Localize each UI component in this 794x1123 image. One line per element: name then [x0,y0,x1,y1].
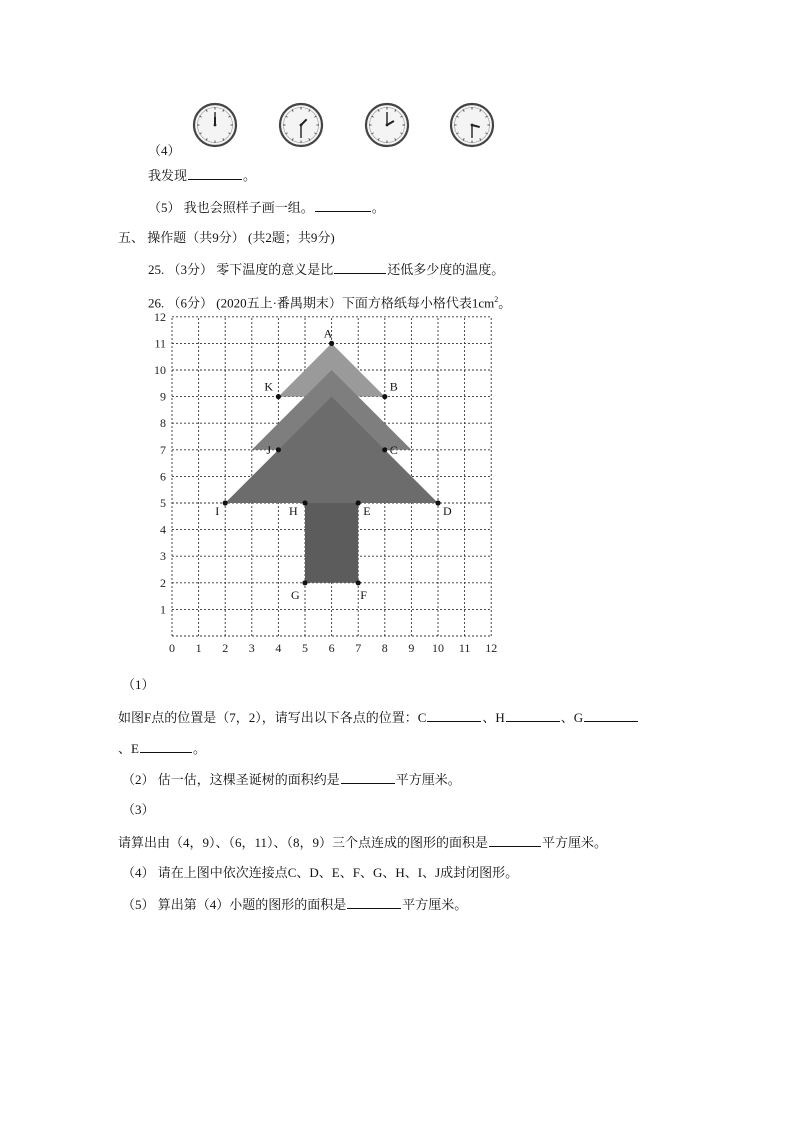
q26-title [148,291,511,312]
point-g-blank[interactable] [584,708,638,722]
y-tick-label: 12 [154,309,166,324]
q24-found-suffix: 。 [243,168,257,183]
q26-p5-line [122,895,467,914]
x-tick-label: 3 [248,641,255,655]
y-tick-label: 10 [154,363,166,377]
q24-found-blank[interactable] [188,166,242,180]
q24-found-line [148,166,256,185]
q24-part5-blank[interactable] [315,198,371,212]
q26-p3-line [118,833,607,852]
closed-shape-area-blank[interactable] [347,895,401,909]
q26-text-end: 。 [498,295,512,311]
x-tick-label: 1 [195,641,202,655]
q26-p1-sep2: 、G [560,710,584,725]
y-tick-label: 7 [160,442,166,457]
q26-p1-text-a: 如图F点的位置是（7，2），请写出以下各点的位置：C [118,710,427,725]
point-i [223,500,228,505]
q25-text-a: 25. （3分） 零下温度的意义是比 [148,262,334,277]
point-e [356,500,361,505]
q26-p1-sep1: 、H [482,710,505,725]
x-tick-label: 5 [302,641,308,655]
q26-p2-a: （2） 估一估，这棵圣诞树的面积约是 [122,772,340,787]
point-label-h: H [289,504,298,518]
tree-trunk [305,503,358,583]
q24-found-prefix: 我发现 [148,168,188,183]
clock-4 [449,102,495,148]
q26-p3-b: 平方厘米。 [542,835,608,850]
point-label-g: G [291,587,300,602]
q24-part5-text: （5） 我也会照样子画一组。 [148,200,314,215]
point-h-blank[interactable] [506,708,560,722]
point-label-c: C [389,442,398,457]
q26-p1-line2-a: 、E [118,741,139,756]
y-tick-label: 8 [160,416,166,431]
x-tick-label: 11 [458,641,471,655]
q26-p1-line2-b: 。 [192,741,206,756]
q26-p5-a: （5） 算出第（4）小题的图形的面积是 [122,897,347,912]
x-tick-label: 10 [432,641,444,655]
q26-p3-label: （3） [122,802,155,817]
q25-text-b: 还低多少度的温度。 [387,262,505,277]
point-c [382,447,387,452]
y-tick-label: 2 [160,575,166,590]
q26-p1-line [118,708,639,727]
y-tick-label: 6 [160,469,166,484]
x-tick-label: 2 [222,641,229,655]
clock-2-pivot [300,124,303,127]
point-label-d: D [443,504,452,518]
y-tick-label: 5 [160,496,166,510]
point-e-blank[interactable] [140,739,192,753]
x-tick-label: 8 [381,641,388,655]
coordinate-grid-figure [150,309,510,656]
point-h [302,500,307,505]
point-label-j: J [266,442,272,457]
y-tick-label: 3 [160,549,166,564]
q24-part5-suffix: 。 [371,200,385,215]
tree-area-blank[interactable] [341,770,395,784]
q26-p1-line2 [118,739,206,758]
x-tick-label: 9 [408,641,415,655]
q26-p2-line [122,770,461,789]
y-tick-label: 1 [160,602,166,617]
point-label-a: A [323,326,333,341]
clock-3 [364,102,410,148]
x-tick-label: 7 [355,641,362,655]
point-label-b: B [389,379,398,394]
point-label-i: I [215,504,220,518]
q25-blank[interactable] [334,260,386,274]
q26-p4-line: （4） 请在上图中依次连接点C、D、E、F、G、H、I、J成封闭图形。 [122,865,519,880]
y-tick-label: 9 [160,389,166,404]
q26-sup: 2 [494,295,499,304]
y-tick-label: 4 [160,522,166,537]
x-tick-label: 6 [328,641,335,655]
q26-p5-b: 平方厘米。 [402,897,468,912]
point-g [302,580,307,585]
clock-1-pivot [214,124,217,127]
y-tick-label: 11 [154,336,166,351]
clock-4-pivot [471,124,474,127]
point-a [329,341,334,346]
point-label-f: F [360,587,367,602]
x-tick-label: 4 [275,641,282,655]
point-j [276,447,281,452]
point-d [435,500,440,505]
q26-p2-b: 平方厘米。 [395,772,461,787]
point-label-e: E [363,504,371,518]
q26-p1-label: （1） [122,677,155,692]
q24-part4-label: （4） [148,143,181,158]
q25-line [148,260,504,279]
clock-3-pivot [386,124,389,127]
triangle-area-blank[interactable] [489,833,541,847]
point-b [382,394,387,399]
x-tick-label: 0 [169,641,175,655]
x-tick-label: 12 [485,641,498,655]
point-c-blank[interactable] [427,708,481,722]
point-f [356,580,361,585]
q26-p3-a: 请算出由（4，9）、（6，11）、（8，9）三个点连成的图形的面积是 [118,835,489,850]
point-k [276,394,281,399]
q26-text: 26. （6分） (2020五上·番禺期末）下面方格纸每小格代表1cm [148,295,495,311]
section5-title: 五、 操作题（共9分） (共2题；共9分) [118,230,335,245]
clock-1 [192,102,238,148]
point-label-k: K [264,379,274,394]
clock-2 [278,102,324,148]
q24-part5-line [148,198,385,217]
